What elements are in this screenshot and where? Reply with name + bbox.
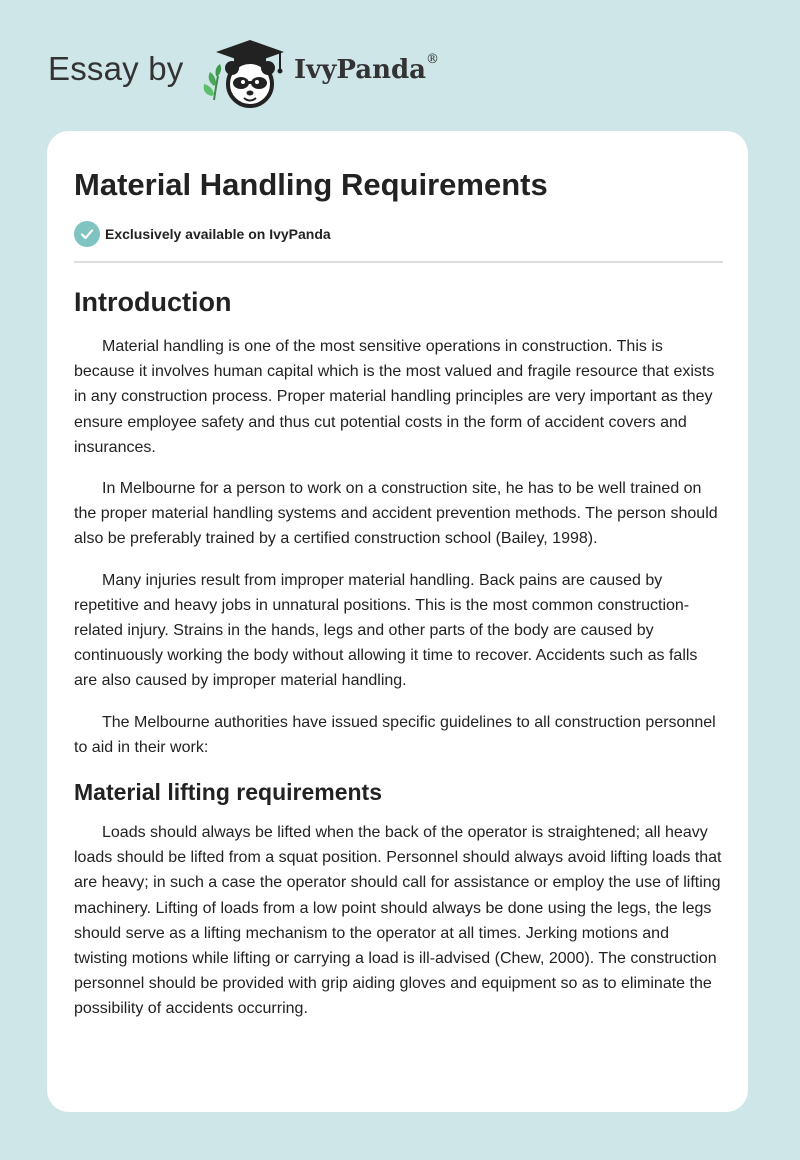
paragraph: Loads should always be lifted when the back of the operator is straightened; all heavy loads should be lifted from a squat position. Personnel should always avoid lifting loads that are heavy; in such a case the operator should call for assistance or employ the use of lifting machinery. Lifting of loads from a low point should always be done using the legs, the legs should serve as a lifting mechanism to the operator at all times. Jerking motions and twisting motions while lifting or carrying a load is ill-advised (Chew, 2000). The construction personnel should be provided with grip aiding gloves and equipment so as to eliminate the possibility of accidents occurring. bbox=[74, 824, 722, 1018]
page-title: Material Handling Requirements bbox=[74, 167, 548, 202]
essay-card bbox=[47, 131, 748, 1112]
paragraph: In Melbourne for a person to work on a construction site, he has to be well trained on the proper material handling systems and accident prevention methods. The person should also be preferably trained by a certified construction school (Bailey, 1998). bbox=[74, 480, 718, 548]
panda-graduate-logo-icon[interactable] bbox=[200, 36, 296, 110]
site-header bbox=[0, 0, 800, 128]
exclusive-badge-text: Exclusively available on IvyPanda bbox=[105, 226, 331, 242]
brand-name[interactable]: IvyPanda® bbox=[294, 52, 440, 85]
essay-by-label: Essay by bbox=[48, 50, 184, 87]
registered-mark: ® bbox=[426, 52, 440, 67]
check-circle-icon bbox=[74, 221, 100, 247]
section-heading-material-lifting: Material lifting requirements bbox=[74, 779, 383, 806]
essay-body bbox=[74, 281, 724, 1022]
exclusive-badge bbox=[74, 221, 331, 247]
paragraph: The Melbourne authorities have issued specific guidelines to all construction personnel to aid in their work: bbox=[74, 713, 716, 756]
section-heading-introduction: Introduction bbox=[74, 287, 232, 317]
paragraph: Material handling is one of the most sensitive operations in construction. This is because it involves human capital which is the most valued and fragile resource that exists in any construction process. Proper material handling principles are very important as they ensure employee safety and thus cut potential costs in the form of accident covers and insurances. bbox=[74, 338, 715, 456]
title-divider bbox=[74, 261, 723, 263]
paragraph: Many injuries result from improper material handling. Back pains are caused by repetitive and heavy jobs in unnatural positions. This is the most common construction-related injury. Strains in the hands, legs and other parts of the body are caused by continuously working the body without allowing it time to recover. Accidents such as falls are also caused by improper material handling. bbox=[74, 571, 698, 690]
